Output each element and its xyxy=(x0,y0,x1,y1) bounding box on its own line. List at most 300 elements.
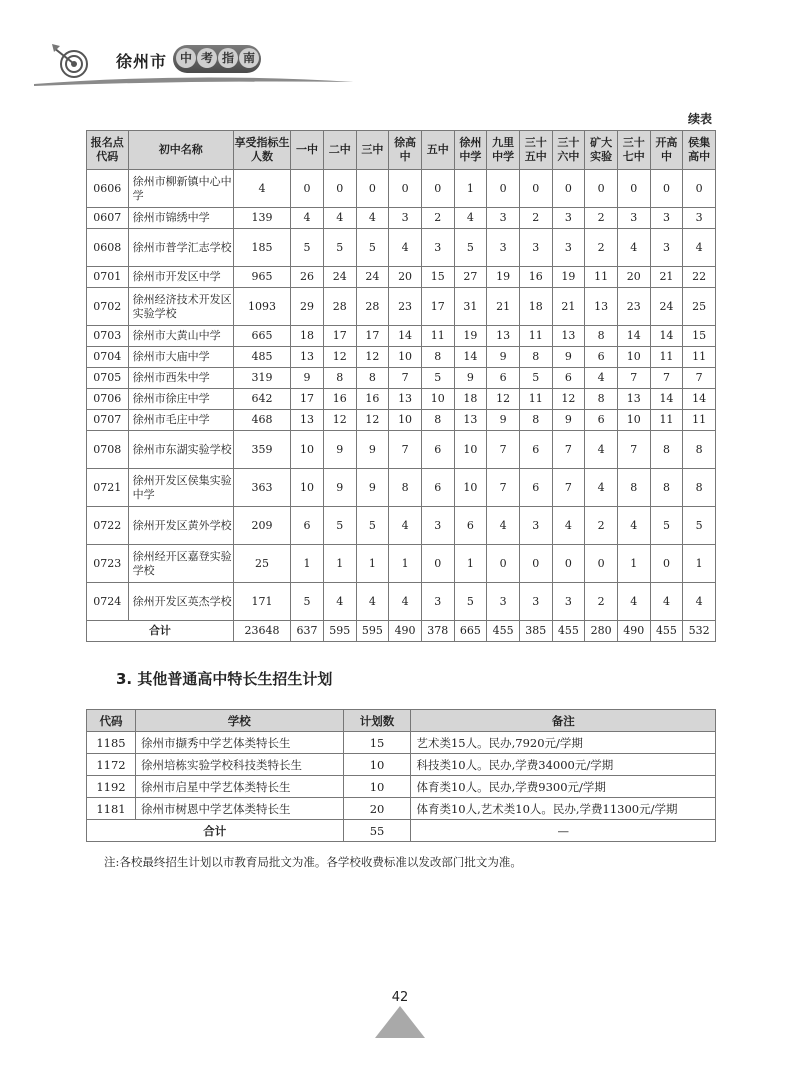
school-name-cell: 徐州市徐庄中学 xyxy=(128,389,233,410)
table-header-row xyxy=(87,131,716,170)
column-header: 侯集高中 xyxy=(683,131,716,170)
value-cell: 11 xyxy=(650,410,683,431)
school-name-cell: 徐州经开区嘉登实验学校 xyxy=(128,545,233,583)
table-row xyxy=(87,469,716,507)
value-cell: 0 xyxy=(421,170,454,208)
total-value-cell: 455 xyxy=(650,621,683,642)
value-cell: 16 xyxy=(519,267,552,288)
value-cell: 0 xyxy=(519,170,552,208)
value-cell: 9 xyxy=(487,347,520,368)
total-value-cell: 532 xyxy=(683,621,716,642)
value-cell: 2 xyxy=(519,208,552,229)
value-cell: 139 xyxy=(233,208,290,229)
value-cell: 5 xyxy=(323,229,356,267)
value-cell: 17 xyxy=(421,288,454,326)
value-cell: 4 xyxy=(389,229,422,267)
value-cell: 12 xyxy=(552,389,585,410)
column-header: 九里中学 xyxy=(487,131,520,170)
value-cell: 1 xyxy=(291,545,324,583)
value-cell: 3 xyxy=(487,208,520,229)
table-row xyxy=(87,754,716,776)
value-cell: 1093 xyxy=(233,288,290,326)
value-cell: 4 xyxy=(683,583,716,621)
value-cell: 3 xyxy=(487,229,520,267)
code-cell: 1185 xyxy=(87,732,136,754)
value-cell: 3 xyxy=(683,208,716,229)
value-cell: 0 xyxy=(650,170,683,208)
value-cell: 11 xyxy=(683,410,716,431)
code-cell: 1181 xyxy=(87,798,136,820)
column-header: 徐高中 xyxy=(389,131,422,170)
value-cell: 13 xyxy=(291,347,324,368)
value-cell: 3 xyxy=(421,507,454,545)
code-cell: 0708 xyxy=(87,431,129,469)
column-header: 计划数 xyxy=(343,710,411,732)
value-cell: 6 xyxy=(291,507,324,545)
column-header: 矿大实验 xyxy=(585,131,618,170)
value-cell: 3 xyxy=(650,229,683,267)
school-name-cell: 徐州市柳新镇中心中学 xyxy=(128,170,233,208)
value-cell: 13 xyxy=(552,326,585,347)
school-name-cell: 徐州市毛庄中学 xyxy=(128,410,233,431)
value-cell: 8 xyxy=(421,410,454,431)
value-cell: 363 xyxy=(233,469,290,507)
value-cell: 17 xyxy=(356,326,389,347)
value-cell: 4 xyxy=(650,583,683,621)
code-cell: 0721 xyxy=(87,469,129,507)
value-cell: 8 xyxy=(650,469,683,507)
value-cell: 25 xyxy=(683,288,716,326)
value-cell: 8 xyxy=(650,431,683,469)
table-row xyxy=(87,368,716,389)
value-cell: 485 xyxy=(233,347,290,368)
code-cell: 0704 xyxy=(87,347,129,368)
value-cell: 16 xyxy=(356,389,389,410)
value-cell: 4 xyxy=(585,368,618,389)
value-cell: 2 xyxy=(585,229,618,267)
school-name-cell: 徐州市锦绣中学 xyxy=(128,208,233,229)
value-cell: 8 xyxy=(323,368,356,389)
value-cell: 0 xyxy=(650,545,683,583)
value-cell: 3 xyxy=(650,208,683,229)
value-cell: 0 xyxy=(617,170,650,208)
value-cell: 6 xyxy=(421,469,454,507)
value-cell: 13 xyxy=(291,410,324,431)
value-cell: 665 xyxy=(233,326,290,347)
value-cell: 21 xyxy=(650,267,683,288)
value-cell: 0 xyxy=(487,545,520,583)
value-cell: 7 xyxy=(683,368,716,389)
value-cell: 8 xyxy=(519,410,552,431)
header-swoosh xyxy=(34,74,354,90)
value-cell: 12 xyxy=(323,347,356,368)
column-header: 三十七中 xyxy=(617,131,650,170)
school-name-cell: 徐州经济技术开发区实验学校 xyxy=(128,288,233,326)
quota-table xyxy=(86,130,716,642)
value-cell: 10 xyxy=(291,469,324,507)
value-cell: 171 xyxy=(233,583,290,621)
code-cell: 0607 xyxy=(87,208,129,229)
value-cell: 3 xyxy=(519,229,552,267)
value-cell: 6 xyxy=(421,431,454,469)
plan-count-cell: 15 xyxy=(343,732,411,754)
value-cell: 4 xyxy=(356,208,389,229)
value-cell: 0 xyxy=(487,170,520,208)
column-header: 报名点代码 xyxy=(87,131,129,170)
value-cell: 7 xyxy=(487,431,520,469)
school-name-cell: 徐州开发区侯集实验中学 xyxy=(128,469,233,507)
school-name-cell: 徐州市大庙中学 xyxy=(128,347,233,368)
value-cell: 20 xyxy=(389,267,422,288)
value-cell: 4 xyxy=(233,170,290,208)
remark-cell: 体育类10人,艺术类10人。民办,学费11300元/学期 xyxy=(411,798,716,820)
value-cell: 0 xyxy=(585,170,618,208)
value-cell: 468 xyxy=(233,410,290,431)
code-cell: 0723 xyxy=(87,545,129,583)
value-cell: 6 xyxy=(487,368,520,389)
table-row xyxy=(87,326,716,347)
column-header: 初中名称 xyxy=(128,131,233,170)
value-cell: 17 xyxy=(323,326,356,347)
total-value-cell: 637 xyxy=(291,621,324,642)
value-cell: 9 xyxy=(552,410,585,431)
total-value-cell: 595 xyxy=(356,621,389,642)
value-cell: 13 xyxy=(585,288,618,326)
value-cell: 26 xyxy=(291,267,324,288)
value-cell: 12 xyxy=(356,410,389,431)
value-cell: 28 xyxy=(323,288,356,326)
value-cell: 4 xyxy=(389,583,422,621)
column-header: 一中 xyxy=(291,131,324,170)
value-cell: 3 xyxy=(552,208,585,229)
value-cell: 12 xyxy=(487,389,520,410)
value-cell: 6 xyxy=(454,507,487,545)
value-cell: 11 xyxy=(683,347,716,368)
value-cell: 8 xyxy=(389,469,422,507)
value-cell: 8 xyxy=(356,368,389,389)
value-cell: 8 xyxy=(585,389,618,410)
code-cell: 0707 xyxy=(87,410,129,431)
value-cell: 14 xyxy=(389,326,422,347)
value-cell: 4 xyxy=(323,208,356,229)
value-cell: 3 xyxy=(389,208,422,229)
remark-cell: 艺术类15人。民办,7920元/学期 xyxy=(411,732,716,754)
value-cell: 9 xyxy=(454,368,487,389)
value-cell: 11 xyxy=(650,347,683,368)
value-cell: 7 xyxy=(552,469,585,507)
value-cell: 1 xyxy=(454,545,487,583)
value-cell: 14 xyxy=(617,326,650,347)
guide-char: 南 xyxy=(239,48,259,68)
value-cell: 3 xyxy=(519,583,552,621)
value-cell: 4 xyxy=(585,469,618,507)
code-cell: 0702 xyxy=(87,288,129,326)
value-cell: 6 xyxy=(519,469,552,507)
value-cell: 27 xyxy=(454,267,487,288)
value-cell: 25 xyxy=(233,545,290,583)
value-cell: 2 xyxy=(585,507,618,545)
total-value-cell: 385 xyxy=(519,621,552,642)
value-cell: 0 xyxy=(519,545,552,583)
table-row xyxy=(87,798,716,820)
value-cell: 10 xyxy=(617,410,650,431)
code-cell: 1172 xyxy=(87,754,136,776)
school-cell: 徐州市启星中学艺体类特长生 xyxy=(135,776,343,798)
table-row xyxy=(87,410,716,431)
column-header: 享受指标生人数 xyxy=(233,131,290,170)
table-row xyxy=(87,288,716,326)
column-header: 二中 xyxy=(323,131,356,170)
value-cell: 10 xyxy=(389,347,422,368)
guide-char: 考 xyxy=(197,48,217,68)
value-cell: 5 xyxy=(519,368,552,389)
table-row xyxy=(87,776,716,798)
value-cell: 10 xyxy=(454,469,487,507)
value-cell: 14 xyxy=(650,389,683,410)
value-cell: 11 xyxy=(519,326,552,347)
total-value-cell: 665 xyxy=(454,621,487,642)
specialty-table xyxy=(86,709,716,842)
guide-char: 中 xyxy=(176,48,196,68)
value-cell: 9 xyxy=(323,469,356,507)
value-cell: 4 xyxy=(617,229,650,267)
value-cell: 4 xyxy=(683,229,716,267)
school-name-cell: 徐州市西朱中学 xyxy=(128,368,233,389)
value-cell: 19 xyxy=(552,267,585,288)
school-cell: 徐州市树恩中学艺体类特长生 xyxy=(135,798,343,820)
value-cell: 19 xyxy=(454,326,487,347)
code-cell: 0706 xyxy=(87,389,129,410)
code-cell: 0606 xyxy=(87,170,129,208)
value-cell: 5 xyxy=(454,229,487,267)
value-cell: 1 xyxy=(617,545,650,583)
school-cell: 徐州市撷秀中学艺体类特长生 xyxy=(135,732,343,754)
page-number: 42 xyxy=(391,990,409,1005)
value-cell: 1 xyxy=(389,545,422,583)
value-cell: 11 xyxy=(421,326,454,347)
value-cell: 0 xyxy=(356,170,389,208)
school-name-cell: 徐州市开发区中学 xyxy=(128,267,233,288)
value-cell: 10 xyxy=(291,431,324,469)
value-cell: 3 xyxy=(421,583,454,621)
value-cell: 5 xyxy=(356,507,389,545)
total-row xyxy=(87,621,716,642)
value-cell: 1 xyxy=(683,545,716,583)
value-cell: 4 xyxy=(323,583,356,621)
value-cell: 14 xyxy=(683,389,716,410)
value-cell: 13 xyxy=(389,389,422,410)
value-cell: 13 xyxy=(454,410,487,431)
value-cell: 9 xyxy=(487,410,520,431)
value-cell: 6 xyxy=(519,431,552,469)
value-cell: 5 xyxy=(323,507,356,545)
value-cell: 15 xyxy=(683,326,716,347)
total-count: 55 xyxy=(343,820,411,842)
value-cell: 0 xyxy=(585,545,618,583)
total-row xyxy=(87,820,716,842)
column-header: 三中 xyxy=(356,131,389,170)
code-cell: 1192 xyxy=(87,776,136,798)
value-cell: 1 xyxy=(454,170,487,208)
footnote: 注:各校最终招生计划以市教育局批文为准。各学校收费标准以发改部门批文为准。 xyxy=(104,855,522,869)
value-cell: 9 xyxy=(552,347,585,368)
value-cell: 5 xyxy=(291,583,324,621)
total-value-cell: 455 xyxy=(487,621,520,642)
value-cell: 0 xyxy=(683,170,716,208)
value-cell: 3 xyxy=(487,583,520,621)
value-cell: 24 xyxy=(356,267,389,288)
value-cell: 3 xyxy=(552,229,585,267)
value-cell: 5 xyxy=(421,368,454,389)
total-value-cell: 595 xyxy=(323,621,356,642)
value-cell: 11 xyxy=(585,267,618,288)
value-cell: 4 xyxy=(617,507,650,545)
value-cell: 6 xyxy=(552,368,585,389)
value-cell: 359 xyxy=(233,431,290,469)
value-cell: 9 xyxy=(356,431,389,469)
code-cell: 0722 xyxy=(87,507,129,545)
table-row xyxy=(87,208,716,229)
total-value-cell: 490 xyxy=(617,621,650,642)
table-row xyxy=(87,170,716,208)
column-header: 代码 xyxy=(87,710,136,732)
value-cell: 3 xyxy=(519,507,552,545)
value-cell: 6 xyxy=(585,347,618,368)
table-row xyxy=(87,389,716,410)
plan-count-cell: 10 xyxy=(343,776,411,798)
value-cell: 3 xyxy=(552,583,585,621)
value-cell: 12 xyxy=(323,410,356,431)
value-cell: 14 xyxy=(454,347,487,368)
value-cell: 8 xyxy=(617,469,650,507)
value-cell: 9 xyxy=(291,368,324,389)
value-cell: 14 xyxy=(650,326,683,347)
school-cell: 徐州培栋实验学校科技类特长生 xyxy=(135,754,343,776)
total-value-cell: 23648 xyxy=(233,621,290,642)
value-cell: 4 xyxy=(617,583,650,621)
total-label: 合计 xyxy=(87,621,234,642)
total-value-cell: 490 xyxy=(389,621,422,642)
value-cell: 2 xyxy=(585,208,618,229)
value-cell: 7 xyxy=(650,368,683,389)
value-cell: 8 xyxy=(683,431,716,469)
value-cell: 4 xyxy=(585,431,618,469)
school-name-cell: 徐州市普学汇志学校 xyxy=(128,229,233,267)
value-cell: 0 xyxy=(552,170,585,208)
header-city: 徐州市 xyxy=(116,52,168,71)
column-header: 三十五中 xyxy=(519,131,552,170)
value-cell: 319 xyxy=(233,368,290,389)
page-triangle-decoration xyxy=(375,1006,425,1038)
column-header: 三十六中 xyxy=(552,131,585,170)
value-cell: 3 xyxy=(617,208,650,229)
value-cell: 5 xyxy=(454,583,487,621)
value-cell: 24 xyxy=(650,288,683,326)
value-cell: 5 xyxy=(291,229,324,267)
code-cell: 0705 xyxy=(87,368,129,389)
remark-cell: 科技类10人。民办,学费34000元/学期 xyxy=(411,754,716,776)
total-value-cell: 280 xyxy=(585,621,618,642)
value-cell: 7 xyxy=(617,368,650,389)
code-cell: 0724 xyxy=(87,583,129,621)
header-guide-badge xyxy=(173,45,261,73)
value-cell: 5 xyxy=(650,507,683,545)
school-name-cell: 徐州市东湖实验学校 xyxy=(128,431,233,469)
value-cell: 4 xyxy=(454,208,487,229)
value-cell: 7 xyxy=(389,368,422,389)
value-cell: 13 xyxy=(487,326,520,347)
value-cell: 4 xyxy=(291,208,324,229)
value-cell: 12 xyxy=(356,347,389,368)
value-cell: 209 xyxy=(233,507,290,545)
value-cell: 13 xyxy=(617,389,650,410)
value-cell: 24 xyxy=(323,267,356,288)
value-cell: 10 xyxy=(389,410,422,431)
value-cell: 6 xyxy=(585,410,618,431)
value-cell: 7 xyxy=(389,431,422,469)
value-cell: 23 xyxy=(617,288,650,326)
value-cell: 10 xyxy=(421,389,454,410)
value-cell: 8 xyxy=(519,347,552,368)
value-cell: 0 xyxy=(389,170,422,208)
total-value-cell: 378 xyxy=(421,621,454,642)
value-cell: 16 xyxy=(323,389,356,410)
table-header-row xyxy=(87,710,716,732)
value-cell: 1 xyxy=(356,545,389,583)
value-cell: 4 xyxy=(356,583,389,621)
value-cell: 28 xyxy=(356,288,389,326)
column-header: 开高中 xyxy=(650,131,683,170)
value-cell: 22 xyxy=(683,267,716,288)
value-cell: 29 xyxy=(291,288,324,326)
table-row xyxy=(87,545,716,583)
value-cell: 7 xyxy=(552,431,585,469)
code-cell: 0608 xyxy=(87,229,129,267)
school-name-cell: 徐州开发区英杰学校 xyxy=(128,583,233,621)
value-cell: 20 xyxy=(617,267,650,288)
school-name-cell: 徐州开发区黄外学校 xyxy=(128,507,233,545)
value-cell: 4 xyxy=(487,507,520,545)
value-cell: 0 xyxy=(421,545,454,583)
value-cell: 965 xyxy=(233,267,290,288)
value-cell: 185 xyxy=(233,229,290,267)
value-cell: 2 xyxy=(585,583,618,621)
value-cell: 19 xyxy=(487,267,520,288)
value-cell: 0 xyxy=(291,170,324,208)
value-cell: 23 xyxy=(389,288,422,326)
table-row xyxy=(87,507,716,545)
table-row xyxy=(87,267,716,288)
value-cell: 18 xyxy=(454,389,487,410)
value-cell: 5 xyxy=(356,229,389,267)
value-cell: 7 xyxy=(617,431,650,469)
table-row xyxy=(87,431,716,469)
column-header: 徐州中学 xyxy=(454,131,487,170)
value-cell: 9 xyxy=(356,469,389,507)
total-label: 合计 xyxy=(87,820,344,842)
value-cell: 21 xyxy=(487,288,520,326)
table-row xyxy=(87,583,716,621)
value-cell: 18 xyxy=(519,288,552,326)
value-cell: 7 xyxy=(487,469,520,507)
value-cell: 9 xyxy=(323,431,356,469)
table-row xyxy=(87,347,716,368)
plan-count-cell: 10 xyxy=(343,754,411,776)
value-cell: 0 xyxy=(323,170,356,208)
value-cell: 642 xyxy=(233,389,290,410)
column-header: 备注 xyxy=(411,710,716,732)
value-cell: 8 xyxy=(683,469,716,507)
